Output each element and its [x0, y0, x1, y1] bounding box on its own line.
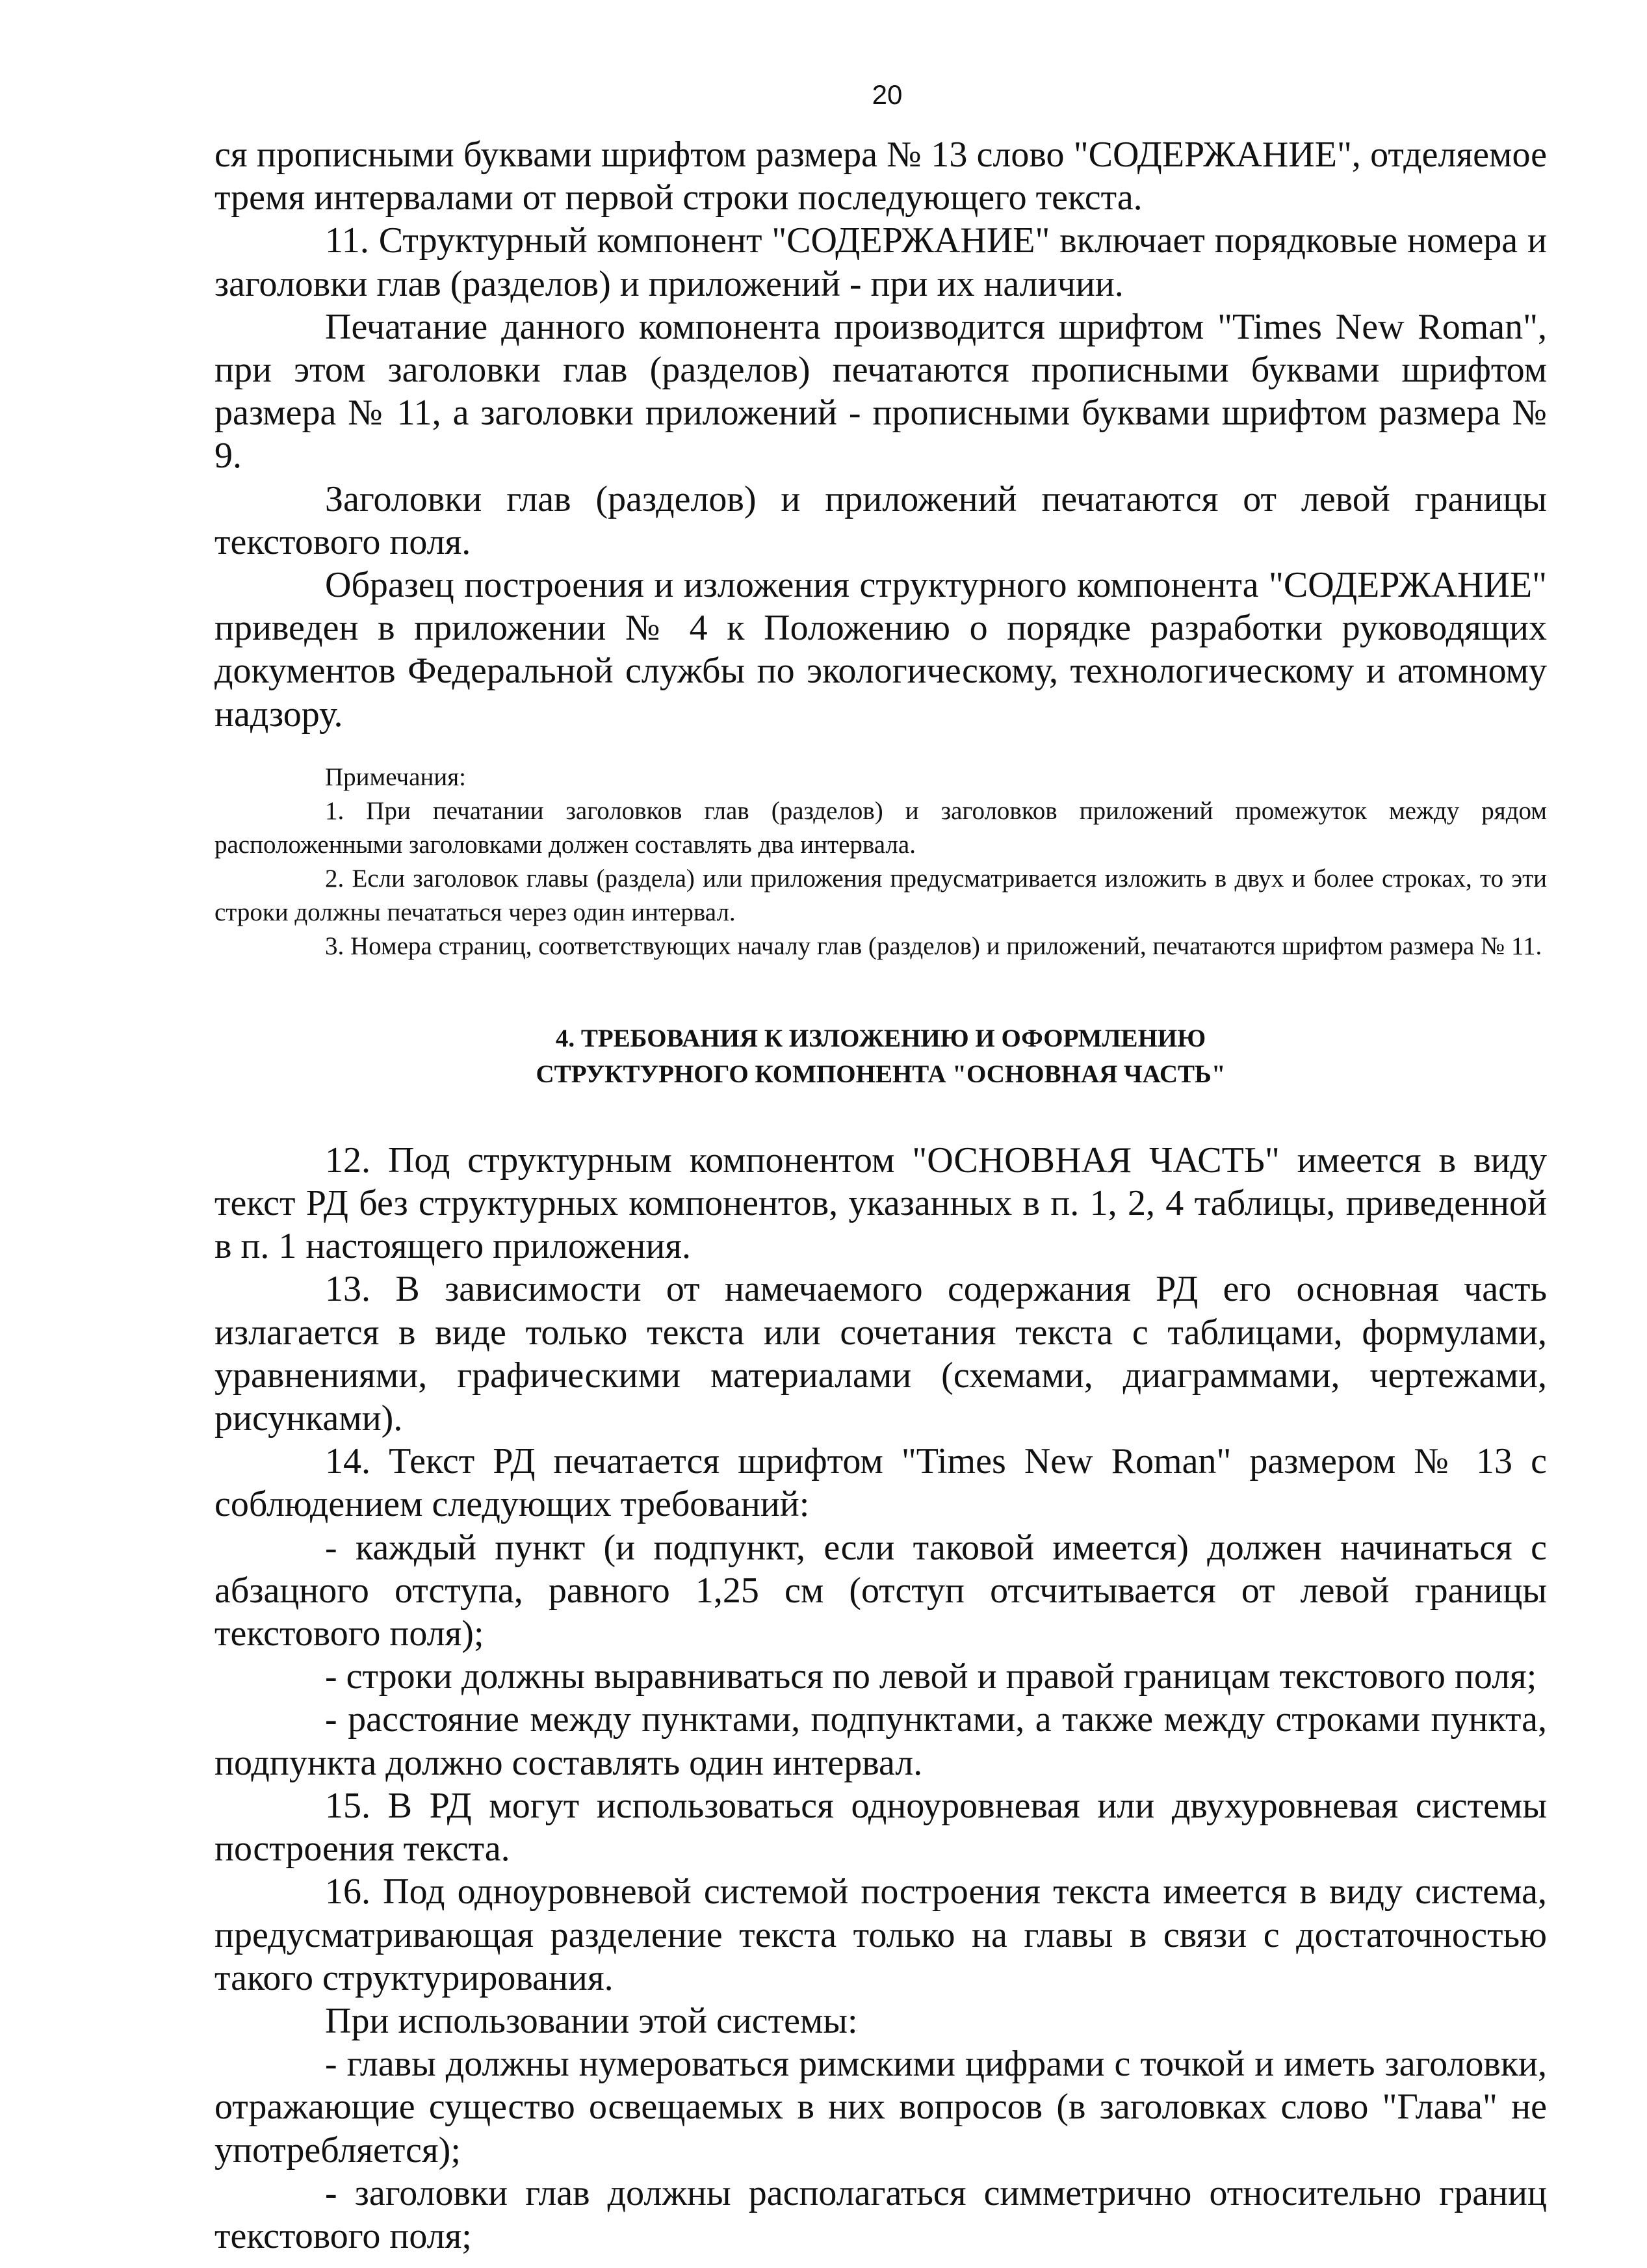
note-item-1: 1. При печатании заголовков глав (разделов) и заголовков приложений промежуток между рядом расположенными заголовками должен составлять два интервала. [214, 796, 1547, 859]
system-usage-intro: При использовании этой системы: [325, 2000, 858, 2041]
paragraph-contents-font: Печатание данного компонента производится шрифтом "Times New Roman", при этом заголовки глав (разделов) печатаются прописными буквами шрифтом размера № 11, а заголовки приложений - прописными буквами шрифтом размера № 9. [214, 306, 1547, 476]
section-4-title [214, 1021, 1547, 1092]
paragraph-16: 16. Под одноуровневой системой построения текста имеется в виду система, предусматривающая разделение текста только на главы в связи с достаточностью такого структурирования. [214, 1871, 1547, 1998]
page-number: 20 [872, 79, 903, 110]
note-item-3: 3. Номера страниц, соответствующих началу глав (разделов) и приложений, печатаются шрифтом размера № 11. [325, 932, 1542, 960]
requirement-justify: - строки должны выравниваться по левой и правой границам текстового поля; [325, 1656, 1537, 1697]
paragraph-12: 12. Под структурным компонентом "ОСНОВНАЯ ЧАСТЬ" имеется в виду текст РД без структурных компонентов, указанных в п. 1, 2, 4 таблицы, приведенной в п. 1 настоящего приложения. [214, 1140, 1547, 1267]
paragraph-continuation: ся прописными буквами шрифтом размера № 13 слово "СОДЕРЖАНИЕ", отделяемое тремя интервалами от первой строки последующего текста. [214, 135, 1547, 218]
note-item-2: 2. Если заголовок главы (раздела) или приложения предусматривается изложить в двух и более строках, то эти строки должны печататься через один интервал. [214, 864, 1547, 926]
section-4-title-line-1: 4. ТРЕБОВАНИЯ К ИЗЛОЖЕНИЮ И ОФОРМЛЕНИЮ [555, 1024, 1206, 1052]
paragraph-15: 15. В РД могут использоваться одноуровневая или двухуровневая системы построения текста. [214, 1785, 1547, 1870]
section-4-title-line-2: СТРУКТУРНОГО КОМПОНЕНТА "ОСНОВНАЯ ЧАСТЬ" [536, 1060, 1226, 1088]
page-content [214, 133, 1547, 2258]
notes-heading: Примечания: [325, 763, 466, 791]
requirement-indent: - каждый пункт (и подпункт, если таковой имеется) должен начинаться с абзацного отступа, равного 1,25 см (отступ отсчитывается от левой границы текстового поля); [214, 1527, 1547, 1654]
paragraph-13: 13. В зависимости от намечаемого содержания РД его основная часть излагается в виде только текста или сочетания текста с таблицами, формулами, уравнениями, графическими материалами (схемами, диаграммами, чертежами, рисунками). [214, 1269, 1547, 1439]
requirement-spacing: - расстояние между пунктами, подпунктами, а также между строками пункта, подпункта должно составлять один интервал. [214, 1699, 1547, 1783]
paragraph-sample-reference: Образец построения и изложения структурного компонента "СОДЕРЖАНИЕ" приведен в приложении № 4 к Положению о порядке разработки руководящих документов Федеральной службы по экологическому, технологическому и атомному надзору. [214, 565, 1547, 735]
chapter-numbering-rule: - главы должны нумероваться римскими цифрами с точкой и иметь заголовки, отражающие существо освещаемых в них вопросов (в заголовках слово "Глава" не употребляется); [214, 2044, 1547, 2170]
paragraph-11: 11. Структурный компонент "СОДЕРЖАНИЕ" включает порядковые номера и заголовки глав (разделов) и приложений - при их наличии. [214, 220, 1547, 304]
paragraph-14: 14. Текст РД печатается шрифтом "Times New Roman" размером № 13 с соблюдением следующих требований: [214, 1441, 1547, 1525]
chapter-heading-alignment-rule: - заголовки глав должны располагаться симметрично относительно границ текстового поля; [214, 2172, 1547, 2256]
paragraph-heading-alignment: Заголовки глав (разделов) и приложений печатаются от левой границы текстового поля. [214, 478, 1547, 562]
